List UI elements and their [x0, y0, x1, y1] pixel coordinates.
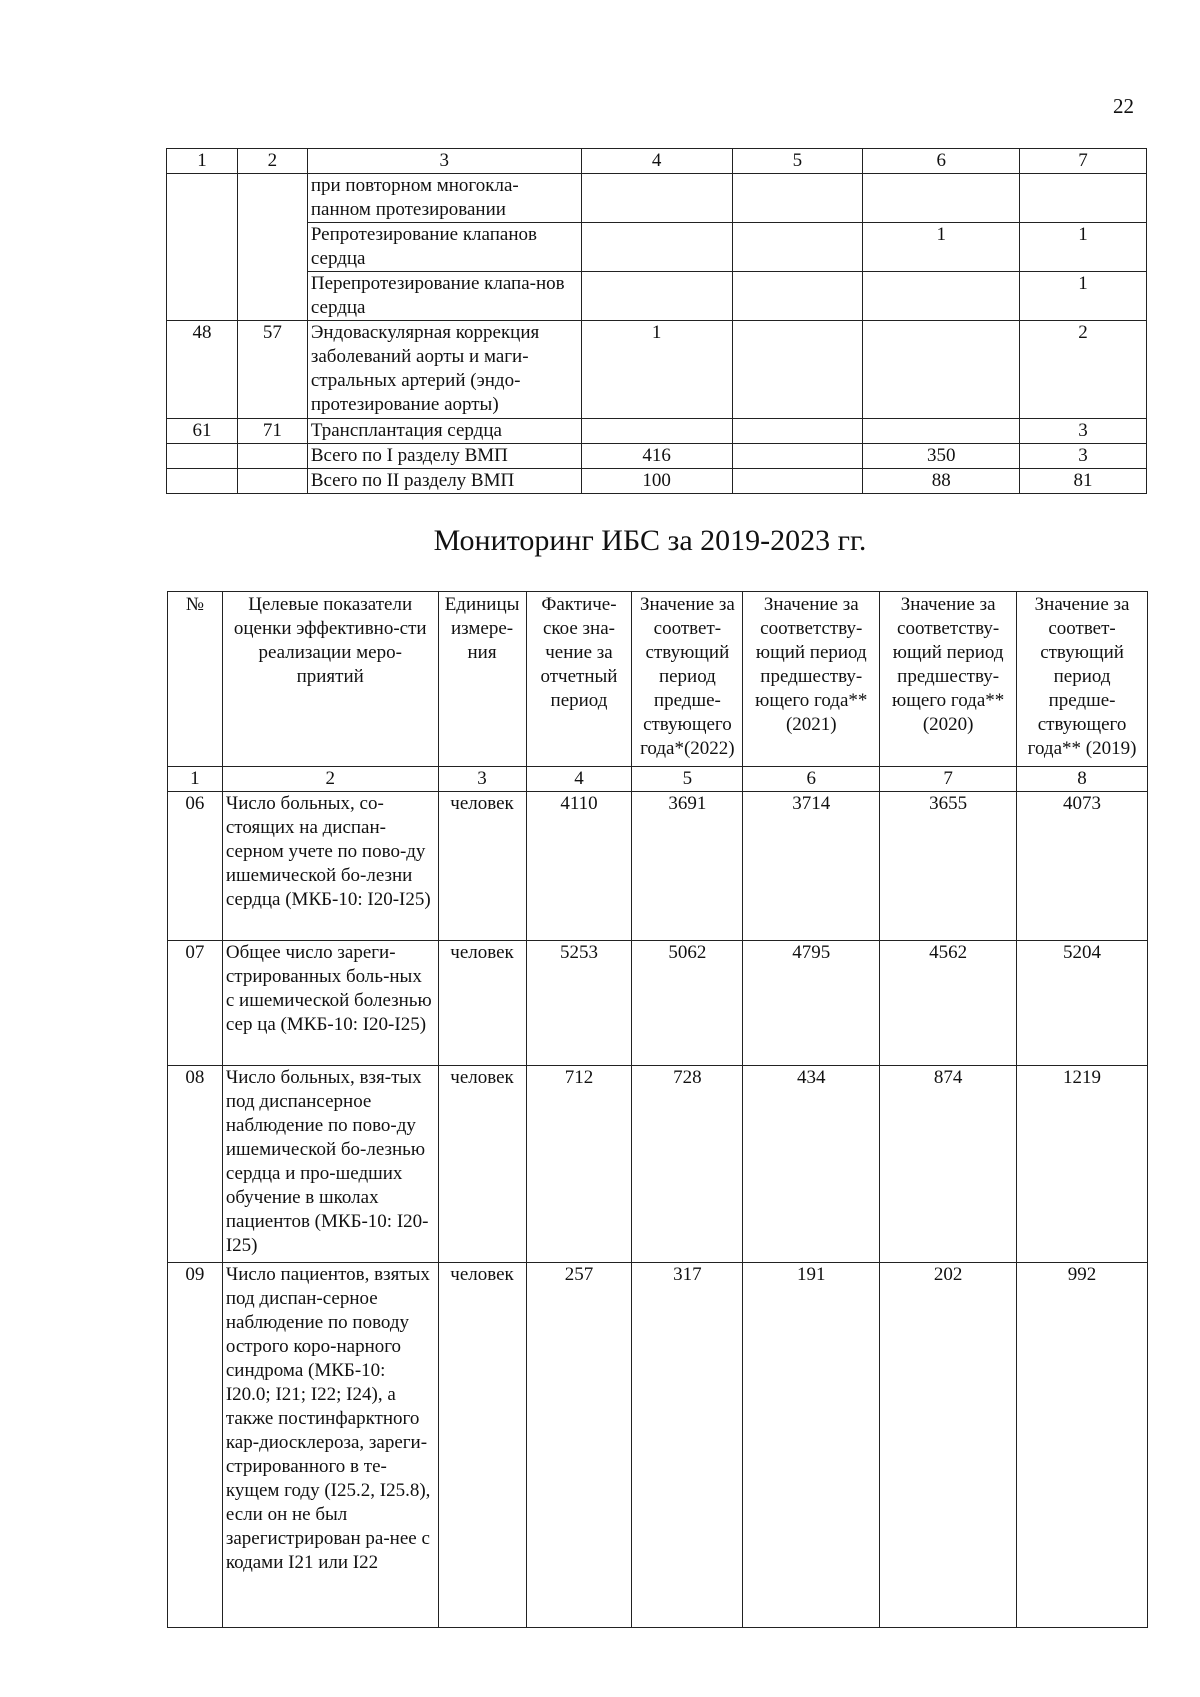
cell: 100	[581, 469, 732, 494]
header-cell: Значение за соответ-ствующий период предше-ствующего года** (2019)	[1017, 592, 1148, 767]
cell	[732, 469, 863, 494]
table-row	[167, 419, 1147, 444]
value-2019: 1219	[1017, 1066, 1148, 1263]
header-cell: Фактиче-ское зна-чение за отчетный период	[526, 592, 632, 767]
unit: человек	[438, 1066, 526, 1263]
header-cell: 5	[732, 149, 863, 174]
table-row	[167, 444, 1147, 469]
indicator-name: Число больных, со-стоящих на диспан-серном учете по пово-ду ишемической бо-лезни сердца (МКБ-10: I20-I25)	[222, 792, 438, 941]
value-2019: 4073	[1017, 792, 1148, 941]
header-cell: 3	[307, 149, 581, 174]
value-fact: 5253	[526, 941, 632, 1066]
table-row	[167, 272, 1147, 321]
cell: 416	[581, 444, 732, 469]
column-number: 2	[222, 767, 438, 792]
header-cell: Значение за соответ-ствующий период предше-ствующего года*(2022)	[632, 592, 743, 767]
table-row	[167, 469, 1147, 494]
cell: при повторном многокла-панном протезировании	[307, 174, 581, 223]
table-header-row	[167, 149, 1147, 174]
indicator-name: Число пациентов, взятых под диспан-серное наблюдение по поводу острого коро-нарного синдрома (МКБ-10: I20.0; I21; I22; I24), а также постинфарктного кар-диосклероза, зареги-стрированного в те-кущем году (I25.2, I25.8), если он не был зарегистрирован ра-нее с кодами I21 или I22	[222, 1263, 438, 1628]
cell: Трансплантация сердца	[307, 419, 581, 444]
value-2019: 5204	[1017, 941, 1148, 1066]
cell	[581, 419, 732, 444]
cell: 1	[863, 223, 1020, 272]
header-cell: 6	[863, 149, 1020, 174]
value-2021: 3714	[743, 792, 880, 941]
header-cell: Значение за соответству-ющий период предшеству-ющего года** (2021)	[743, 592, 880, 767]
cell	[237, 174, 307, 321]
cell: 81	[1020, 469, 1147, 494]
cell	[581, 174, 732, 223]
header-cell: 2	[237, 149, 307, 174]
value-2020: 202	[880, 1263, 1017, 1628]
column-number: 1	[168, 767, 223, 792]
cell	[581, 223, 732, 272]
cell: 2	[1020, 321, 1147, 419]
ihd-monitoring-table	[167, 591, 1148, 1628]
cell	[863, 419, 1020, 444]
table-row	[168, 941, 1148, 1066]
section-title: Мониторинг ИБС за 2019-2023 гг.	[433, 524, 867, 557]
cell	[1020, 174, 1147, 223]
column-number-row	[168, 767, 1148, 792]
value-2022: 3691	[632, 792, 743, 941]
cell: 350	[863, 444, 1020, 469]
value-2021: 4795	[743, 941, 880, 1066]
header-cell: 1	[167, 149, 238, 174]
cell: 57	[237, 321, 307, 419]
indicator-name: Общее число зареги-стрированных боль-ных с ишемической болезнью сер ца (МКБ-10: I20-I25)	[222, 941, 438, 1066]
cell: 1	[1020, 223, 1147, 272]
row-number: 07	[168, 941, 223, 1066]
cell	[581, 272, 732, 321]
header-cell: Значение за соответству-ющий период предшеству-ющего года** (2020)	[880, 592, 1017, 767]
cell	[732, 419, 863, 444]
table-row	[167, 223, 1147, 272]
column-number: 8	[1017, 767, 1148, 792]
header-cell: 7	[1020, 149, 1147, 174]
cell	[167, 444, 238, 469]
value-2022: 728	[632, 1066, 743, 1263]
value-2020: 874	[880, 1066, 1017, 1263]
table-row	[168, 1263, 1148, 1628]
unit: человек	[438, 941, 526, 1066]
cell: 48	[167, 321, 238, 419]
cell	[732, 174, 863, 223]
table-row	[168, 1066, 1148, 1263]
cell	[732, 223, 863, 272]
cell: Всего по I разделу ВМП	[307, 444, 581, 469]
row-number: 09	[168, 1263, 223, 1628]
value-2022: 317	[632, 1263, 743, 1628]
column-number: 3	[438, 767, 526, 792]
header-cell: Целевые показатели оценки эффективно-сти реализации меро-приятий	[222, 592, 438, 767]
header-cell: 4	[581, 149, 732, 174]
column-number: 6	[743, 767, 880, 792]
cell: 3	[1020, 419, 1147, 444]
value-fact: 257	[526, 1263, 632, 1628]
value-2021: 191	[743, 1263, 880, 1628]
cell	[732, 444, 863, 469]
row-number: 08	[168, 1066, 223, 1263]
cell	[237, 444, 307, 469]
vmp-table	[166, 148, 1147, 494]
cell	[167, 469, 238, 494]
cell	[167, 174, 238, 321]
cell: 1	[581, 321, 732, 419]
value-2020: 4562	[880, 941, 1017, 1066]
cell	[863, 321, 1020, 419]
header-cell: Единицы измере-ния	[438, 592, 526, 767]
cell: 88	[863, 469, 1020, 494]
page-number: 22	[1113, 94, 1134, 118]
value-2022: 5062	[632, 941, 743, 1066]
table-header-row	[168, 592, 1148, 767]
value-fact: 4110	[526, 792, 632, 941]
cell	[237, 469, 307, 494]
cell: 71	[237, 419, 307, 444]
column-number: 4	[526, 767, 632, 792]
cell: Репротезирование клапанов сердца	[307, 223, 581, 272]
value-2020: 3655	[880, 792, 1017, 941]
cell: Эндоваскулярная коррекция заболеваний аорты и маги-стральных артерий (эндо-протезирование аорты)	[307, 321, 581, 419]
cell: 61	[167, 419, 238, 444]
table-row	[168, 792, 1148, 941]
column-number: 5	[632, 767, 743, 792]
table-row	[167, 321, 1147, 419]
cell: 1	[1020, 272, 1147, 321]
cell: 3	[1020, 444, 1147, 469]
unit: человек	[438, 792, 526, 941]
row-number: 06	[168, 792, 223, 941]
indicator-name: Число больных, взя-тых под диспансерное наблюдение по пово-ду ишемической бо-лезнью сердца и про-шедших обучение в школах пациентов (МКБ-10: I20-I25)	[222, 1066, 438, 1263]
cell: Перепротезирование клапа-нов сердца	[307, 272, 581, 321]
value-fact: 712	[526, 1066, 632, 1263]
value-2021: 434	[743, 1066, 880, 1263]
cell	[863, 174, 1020, 223]
unit: человек	[438, 1263, 526, 1628]
cell: Всего по II разделу ВМП	[307, 469, 581, 494]
header-cell: №	[168, 592, 223, 767]
value-2019: 992	[1017, 1263, 1148, 1628]
cell	[732, 272, 863, 321]
column-number: 7	[880, 767, 1017, 792]
table-row	[167, 174, 1147, 223]
cell	[863, 272, 1020, 321]
cell	[732, 321, 863, 419]
